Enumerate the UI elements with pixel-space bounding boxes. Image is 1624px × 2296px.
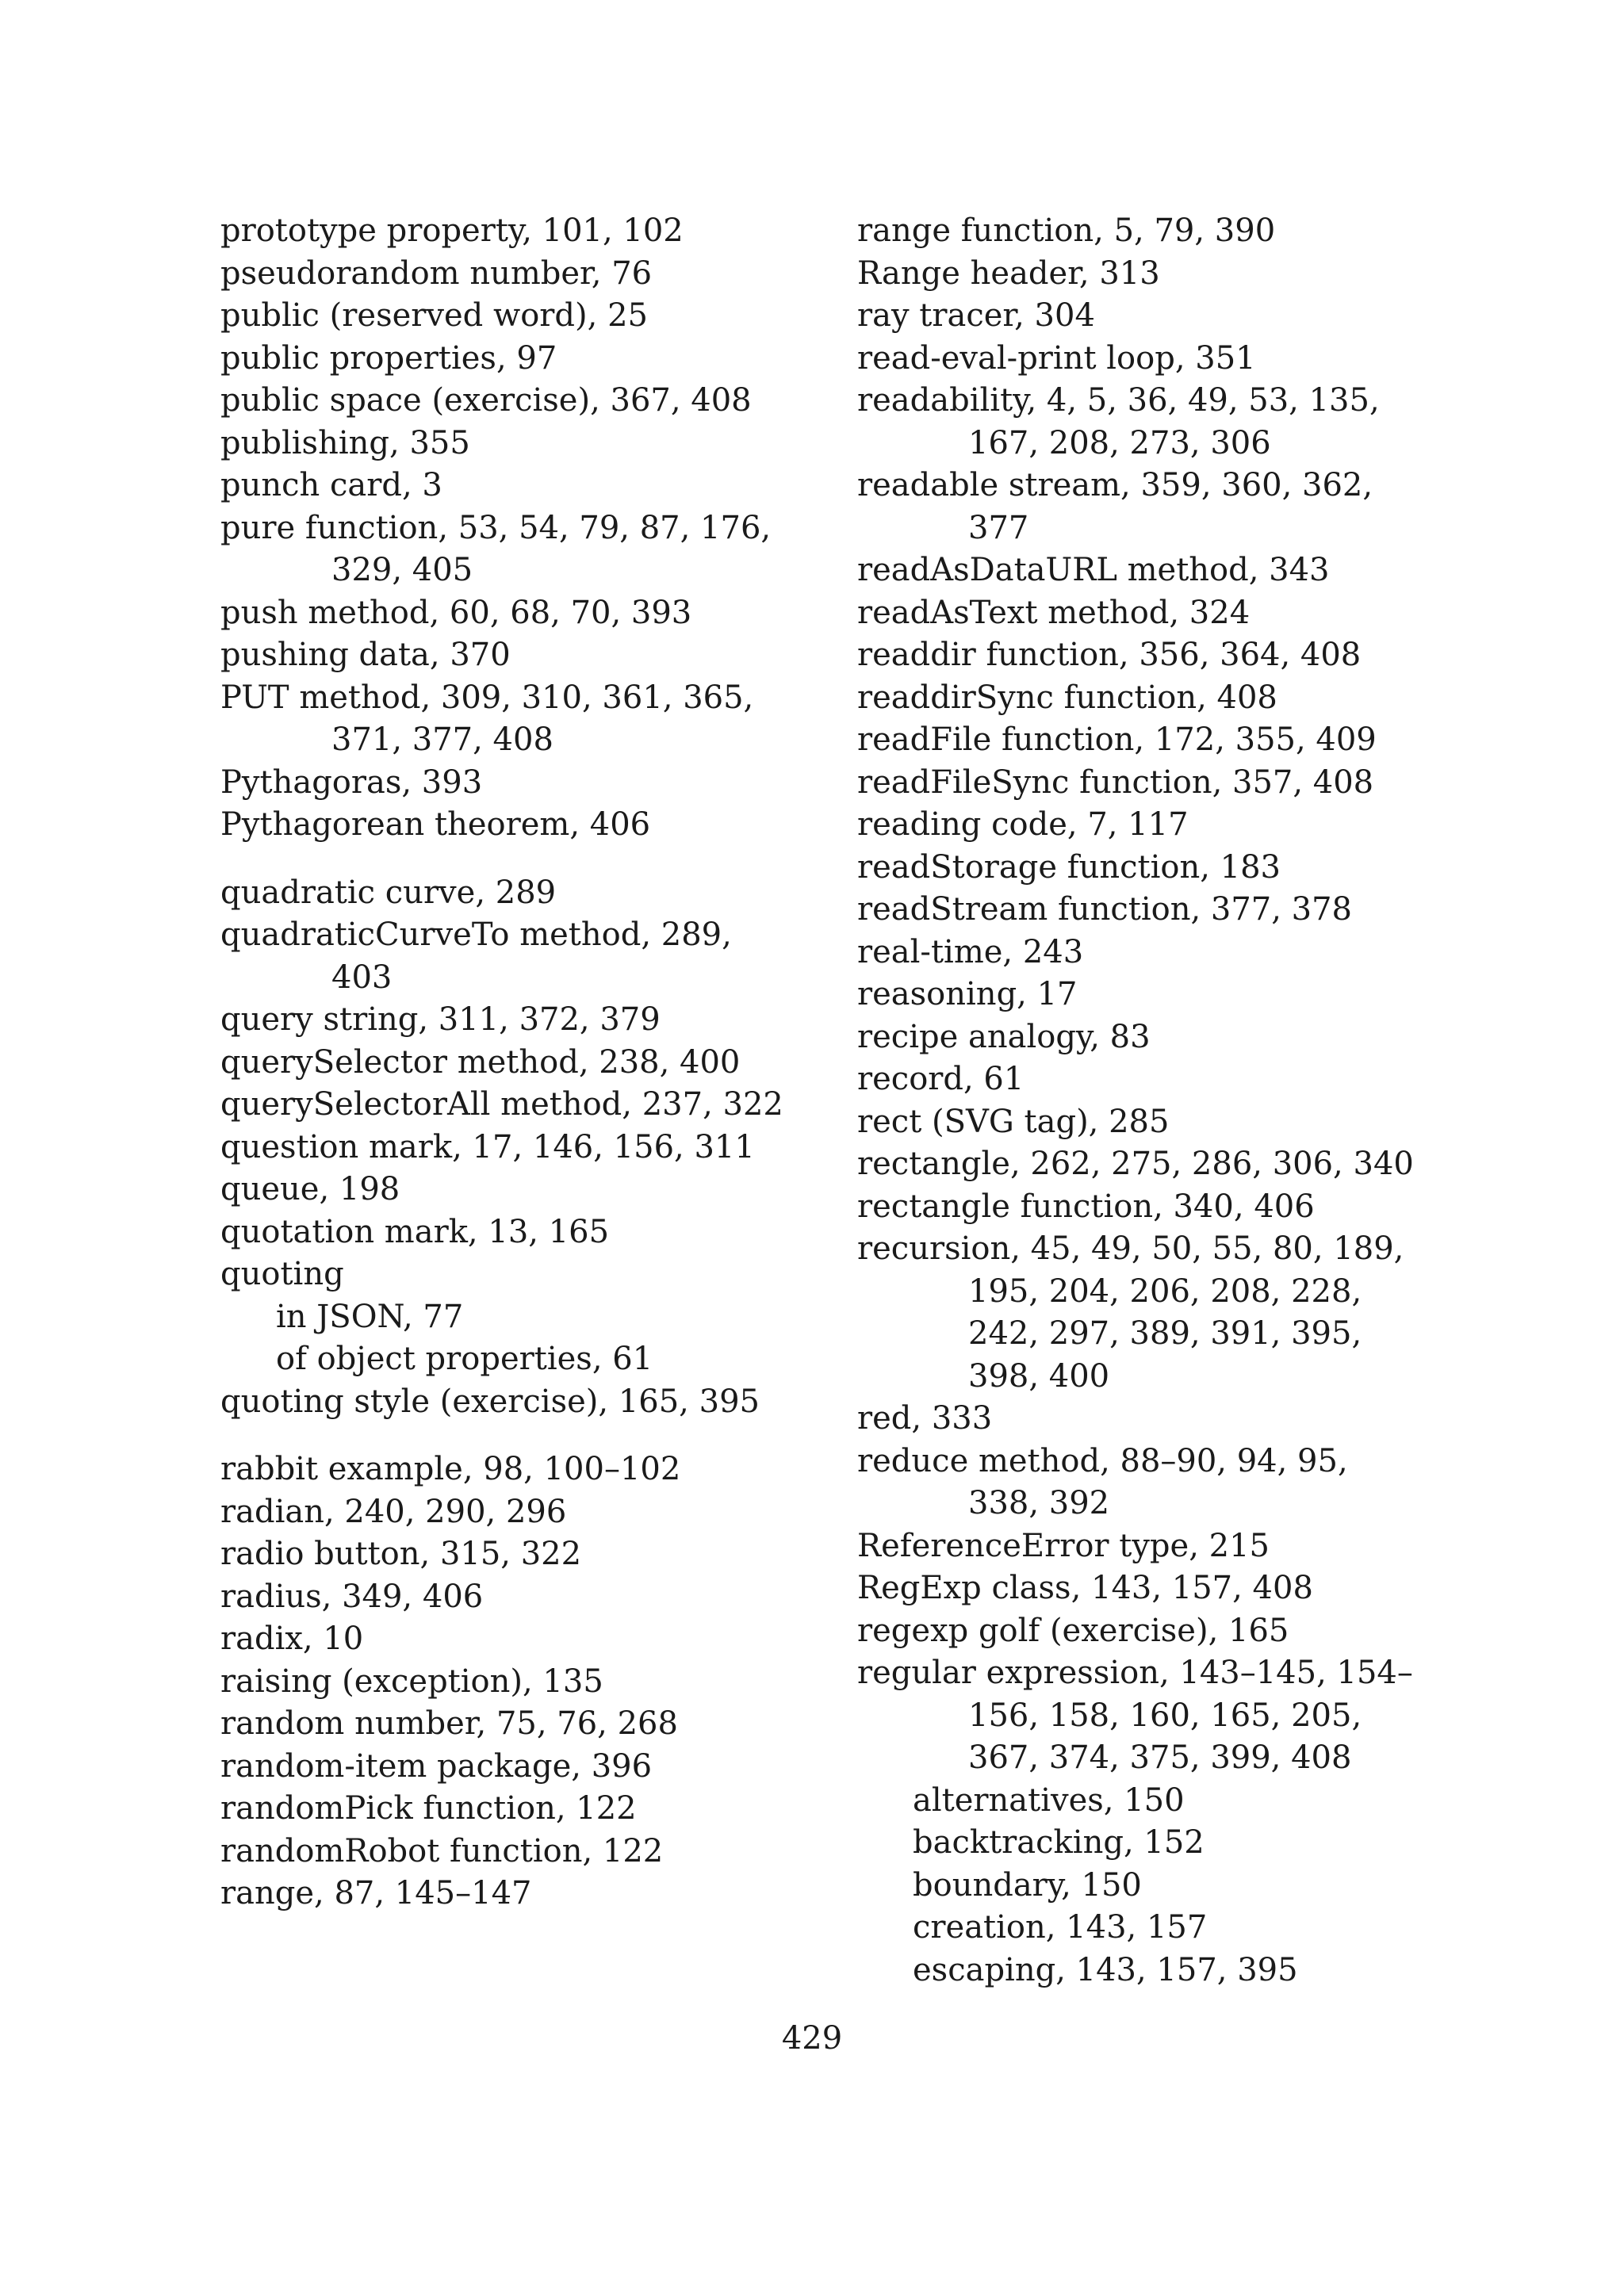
page-number: 429	[781, 2020, 843, 2057]
index-entry: Pythagoras, 393	[220, 763, 483, 801]
index-entry: regexp golf (exercise), 165	[857, 1612, 1289, 1649]
index-entry: quadraticCurveTo method, 289, 403	[220, 916, 732, 996]
index-subentry: of object properties, 61	[276, 1341, 653, 1377]
index-entry: quoting style (exercise), 165, 395	[220, 1383, 760, 1420]
index-entry: publishing, 355	[220, 424, 470, 461]
index-entry: read-eval-print loop, 351	[857, 339, 1256, 377]
index-column-right	[857, 210, 1428, 1992]
index-subentry: backtracking, 152	[913, 1824, 1205, 1861]
index-entry: PUT method, 309, 310, 361, 365, 371, 377, 408	[220, 679, 754, 758]
index-entry: red, 333	[857, 1400, 993, 1437]
index-entry: Pythagorean theorem, 406	[220, 806, 651, 843]
index-entry: range function, 5, 79, 390	[857, 212, 1276, 249]
index-group	[220, 1448, 791, 1915]
index-entry: pushing data, 370	[220, 637, 511, 673]
index-group	[857, 210, 1428, 1992]
index-entry: public properties, 97	[220, 339, 557, 377]
index-subentry: alternatives, 150	[913, 1781, 1185, 1819]
index-entry: pure function, 53, 54, 79, 87, 176, 329, 405	[220, 509, 772, 588]
index-subentry: in JSON, 77	[276, 1298, 464, 1335]
index-entry: readdirSync function, 408	[857, 679, 1277, 716]
index-entry: regular expression, 143–145, 154–156, 158, 160, 165, 205, 367, 374, 375, 399, 408	[857, 1655, 1413, 1776]
index-entry: reasoning, 17	[857, 976, 1078, 1012]
index-entry: question mark, 17, 146, 156, 311	[220, 1128, 755, 1165]
index-entry: raising (exception), 135	[220, 1663, 603, 1700]
index-entry: ray tracer, 304	[857, 297, 1095, 334]
index-entry: quoting	[220, 1256, 344, 1292]
index-entry: random-item package, 396	[220, 1747, 653, 1785]
index-entry: readAsDataURL method, 343	[857, 552, 1330, 588]
index-entry: randomPick function, 122	[220, 1790, 637, 1827]
index-entry: RegExp class, 143, 157, 408	[857, 1570, 1313, 1606]
index-subentry: creation, 143, 157	[913, 1909, 1208, 1946]
index-entry: queue, 198	[220, 1171, 400, 1207]
index-entry: punch card, 3	[220, 467, 442, 503]
index-entry: public space (exercise), 367, 408	[220, 382, 752, 419]
index-column-left	[220, 210, 791, 1915]
index-entry: reading code, 7, 117	[857, 806, 1189, 843]
index-entry: rect (SVG tag), 285	[857, 1103, 1170, 1140]
index-entry: real-time, 243	[857, 933, 1084, 970]
index-entry: reduce method, 88–90, 94, 95, 338, 392	[857, 1442, 1348, 1521]
index-entry: radian, 240, 290, 296	[220, 1493, 567, 1530]
index-subentry: boundary, 150	[913, 1866, 1142, 1904]
index-entry: radix, 10	[220, 1621, 364, 1657]
index-entry: quadratic curve, 289	[220, 874, 557, 911]
index-entry: public (reserved word), 25	[220, 297, 648, 334]
index-entry: quotation mark, 13, 165	[220, 1213, 610, 1250]
index-entry: rectangle function, 340, 406	[857, 1188, 1315, 1225]
index-entry: readStorage function, 183	[857, 848, 1281, 886]
index-entry: recursion, 45, 49, 50, 55, 80, 189, 195, 204, 206, 208, 228, 242, 297, 389, 391, 395, 398, 400	[857, 1230, 1404, 1395]
index-entry: rectangle, 262, 275, 286, 306, 340	[857, 1146, 1414, 1182]
index-entry: push method, 60, 68, 70, 393	[220, 594, 692, 631]
index-group	[220, 210, 791, 847]
index-entry: readable stream, 359, 360, 362, 377	[857, 467, 1373, 546]
index-entry: readFileSync function, 357, 408	[857, 763, 1374, 801]
index-entry: rabbit example, 98, 100–102	[220, 1451, 681, 1487]
index-entry: readStream function, 377, 378	[857, 891, 1353, 928]
index-entry: query string, 311, 372, 379	[220, 1001, 661, 1038]
index-entry: ReferenceError type, 215	[857, 1527, 1270, 1564]
index-entry: readFile function, 172, 355, 409	[857, 721, 1377, 758]
index-entry: querySelectorAll method, 237, 322	[220, 1086, 783, 1123]
index-entry: recipe analogy, 83	[857, 1018, 1151, 1055]
index-entry: radius, 349, 406	[220, 1578, 484, 1615]
index-entry: record, 61	[857, 1061, 1025, 1097]
index-entry: radio button, 315, 322	[220, 1536, 582, 1572]
index-subentry: escaping, 143, 157, 395	[913, 1951, 1298, 1988]
index-entry: readAsText method, 324	[857, 594, 1251, 631]
index-entry: prototype property, 101, 102	[220, 212, 684, 249]
index-entry: readability, 4, 5, 36, 49, 53, 135, 167, 208, 273, 306	[857, 382, 1380, 461]
index-entry: random number, 75, 76, 268	[220, 1705, 678, 1742]
index-entry: querySelector method, 238, 400	[220, 1043, 741, 1081]
index-entry: randomRobot function, 122	[220, 1832, 664, 1869]
index-entry: pseudorandom number, 76	[220, 254, 653, 292]
index-entry: range, 87, 145–147	[220, 1875, 532, 1911]
index-group	[220, 872, 791, 1424]
index-entry: Range header, 313	[857, 254, 1160, 292]
index-entry: readdir function, 356, 364, 408	[857, 637, 1362, 673]
